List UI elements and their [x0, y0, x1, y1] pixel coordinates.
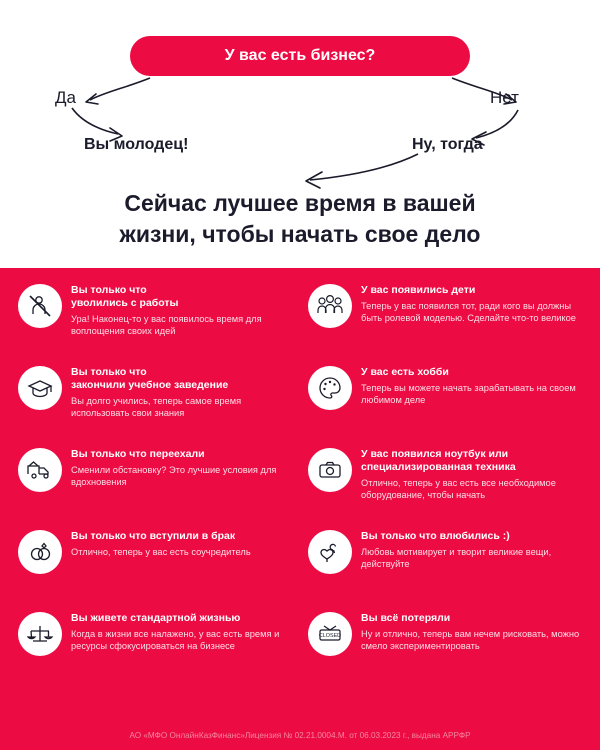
wedding-rings-icon	[18, 530, 62, 574]
list-item-title	[71, 284, 294, 310]
palette-icon	[308, 366, 352, 410]
page-title	[0, 188, 600, 250]
label-yes: Да	[55, 88, 76, 107]
camera-icon	[308, 448, 352, 492]
list-item	[18, 282, 294, 356]
list-item-title: Вы живете стандартной жизнью	[71, 612, 241, 624]
headline-line-1: Сейчас лучшее время в вашей	[124, 190, 476, 216]
title-line-1: Вы только что	[71, 284, 147, 296]
list-item-title: Вы только что влюбились :)	[361, 530, 510, 542]
label-no: Нет	[490, 88, 519, 107]
list-item-desc: Теперь у вас появился тот, ради кого вы должны быть ролевой моделью. Сделайте что-то великое	[361, 301, 576, 324]
list-item-desc: Ну и отлично, теперь вам нечем рисковать, можно смело экспериментировать	[361, 629, 580, 652]
family-children-icon	[308, 284, 352, 328]
list-item	[308, 446, 584, 520]
list-item-desc: Вы долго учились, теперь самое время использовать свои знания	[71, 396, 242, 419]
list-item-title: Вы только что переехали	[71, 448, 205, 460]
header-section	[0, 0, 600, 268]
list-item-desc: Ура! Наконец-то у вас появилось время для воплощения своих идей	[71, 314, 262, 337]
list-item-text	[361, 282, 584, 324]
list-item-title: У вас есть хобби	[361, 366, 449, 378]
title-line-1: У вас появился ноутбук или	[361, 448, 509, 460]
list-item-text	[361, 364, 584, 406]
list-item-title: Вы только что вступили в брак	[71, 530, 236, 542]
label-no-result: Ну, тогда	[412, 136, 483, 153]
list-item	[308, 610, 584, 684]
balance-scale-icon	[18, 612, 62, 656]
list-item	[18, 528, 294, 602]
list-item	[18, 610, 294, 684]
list-item-desc: Отлично, теперь у вас есть соучредитель	[71, 547, 251, 558]
svg-text:CLOSED: CLOSED	[318, 633, 342, 640]
list-item-desc: Сменили обстановку? Это лучшие условия для вдохновения	[71, 465, 277, 488]
list-item	[308, 282, 584, 356]
list-item-text	[71, 364, 294, 419]
title-line-2: закончили учебное заведение	[71, 379, 229, 392]
list-item	[18, 446, 294, 520]
title-line-2: уволились с работы	[71, 297, 179, 310]
heart-balloons-icon	[308, 530, 352, 574]
list-item	[308, 528, 584, 602]
list-item	[18, 364, 294, 438]
list-item-text	[361, 446, 584, 501]
list-item-text	[71, 282, 294, 337]
headline-line-2: жизни, чтобы начать свое дело	[119, 221, 481, 248]
label-yes-result: Вы молодец!	[84, 136, 189, 153]
list-item-title	[361, 448, 584, 474]
reasons-section	[0, 268, 600, 750]
list-item-text	[71, 528, 251, 558]
list-item-text	[71, 446, 294, 488]
list-item-desc: Теперь вы можете начать зарабатывать на своем любимом деле	[361, 383, 576, 406]
worker-fired-icon	[18, 284, 62, 328]
title-line-1: Вы только что	[71, 366, 147, 378]
list-item-desc: Отлично, теперь у вас есть все необходимое оборудование, чтобы начать	[361, 478, 556, 501]
closed-sign-icon	[308, 612, 352, 656]
list-item-desc: Когда в жизни все налажено, у вас есть время и ресурсы сфокусироваться на бизнесе	[71, 629, 280, 652]
reasons-grid	[18, 282, 584, 684]
moving-truck-icon	[18, 448, 62, 492]
list-item-title	[71, 366, 294, 392]
list-item-title: Вы всё потеряли	[361, 612, 451, 624]
list-item-desc: Любовь мотивирует и творит великие вещи, действуйте	[361, 547, 552, 570]
question-text: У вас есть бизнес?	[224, 47, 376, 64]
list-item-text	[361, 528, 584, 570]
legal-footer: АО «МФО ОнлайнКазФинанс»Лицензия № 02.21.0004.М. от 06.03.2023 г., выдана АРРФР	[129, 731, 471, 740]
list-item	[308, 364, 584, 438]
list-item-text	[71, 610, 294, 652]
list-item-text	[361, 610, 584, 652]
list-item-title: У вас появились дети	[361, 284, 476, 296]
graduation-cap-icon	[18, 366, 62, 410]
title-line-2: специализированная техника	[361, 461, 516, 474]
